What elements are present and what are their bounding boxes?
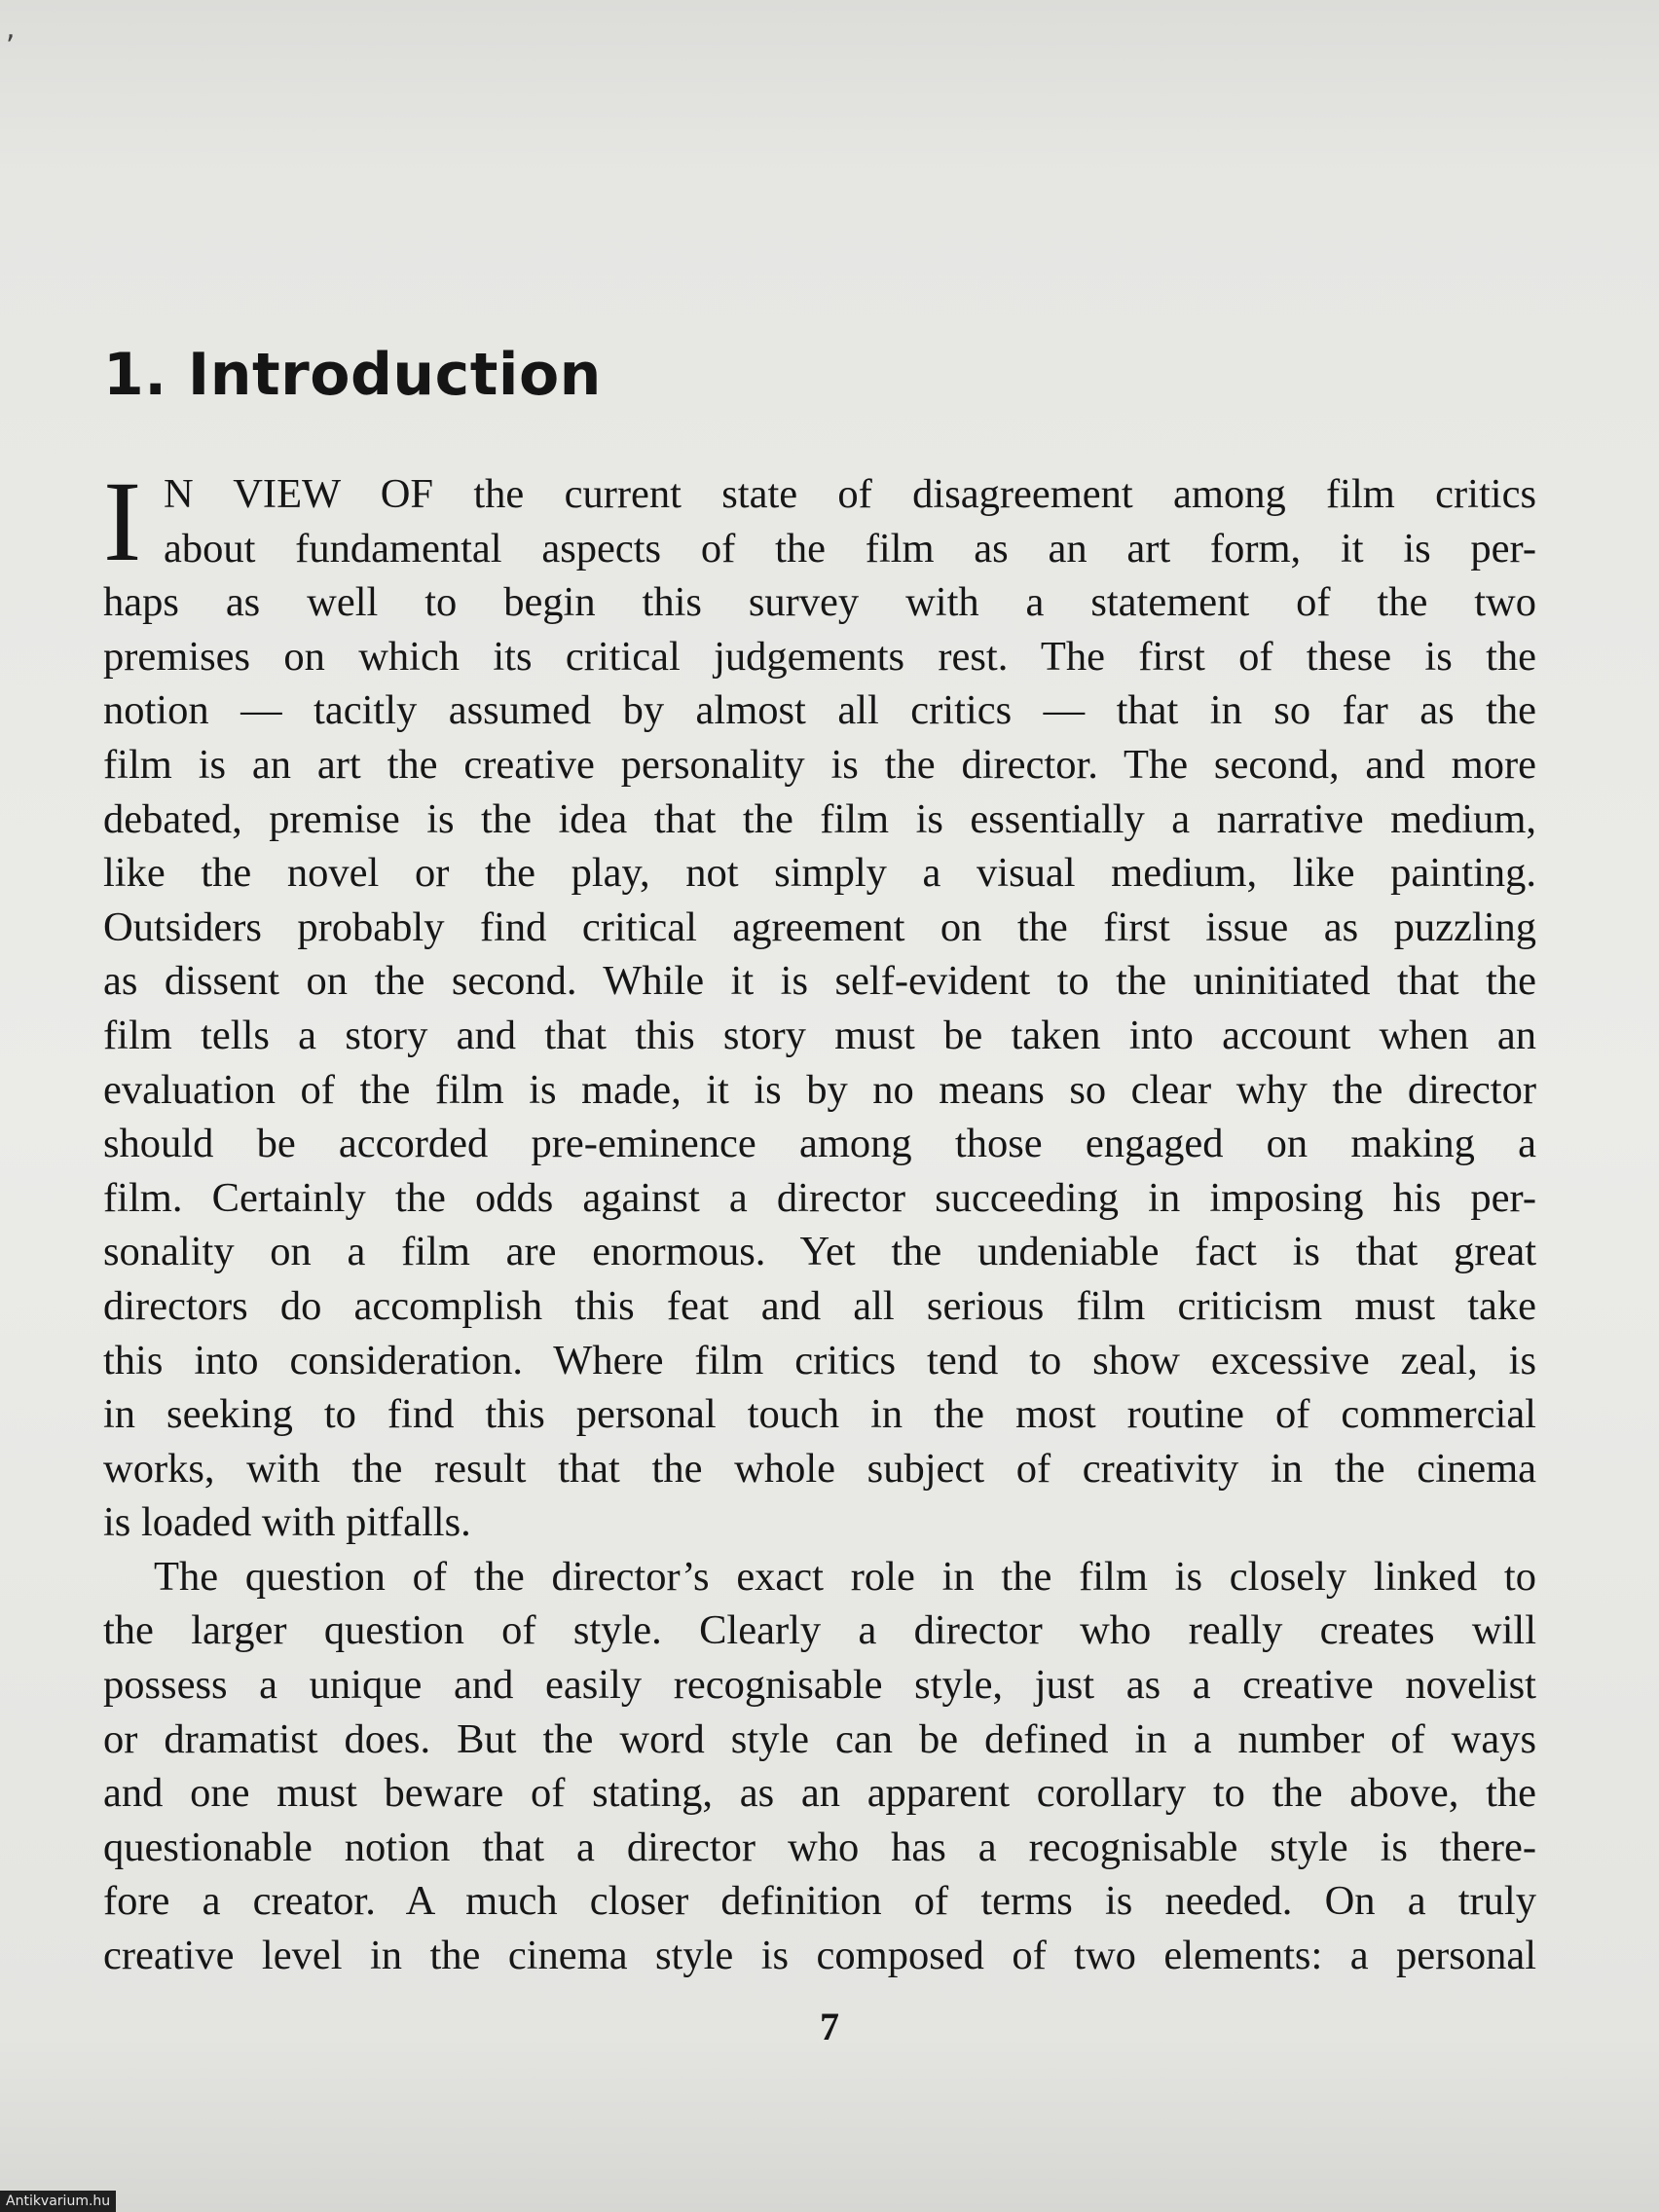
- text-line: should be accorded pre-eminence among those engaged on making a: [103, 1121, 1536, 1167]
- chapter-heading: 1. Introduction: [103, 341, 602, 409]
- text-line: sonality on a film are enormous. Yet the undeniable fact is that great: [103, 1229, 1536, 1275]
- text-line: possess a unique and easily recognisable style, just as a creative novelist: [103, 1662, 1536, 1709]
- text-line: about fundamental aspects of the film as an art form, it is per-: [164, 525, 1536, 571]
- text-line: Outsiders probably find critical agreement on the first issue as puzzling: [103, 903, 1536, 950]
- text-line: notion — tacitly assumed by almost all critics — that in so far as the: [103, 687, 1536, 734]
- page-number: 7: [820, 2005, 839, 2048]
- text-line: this into consideration. Where film critics tend to show excessive zeal, is: [103, 1337, 1536, 1383]
- drop-cap: I: [103, 458, 142, 585]
- text-line: or dramatist does. But the word style can be defined in a number of ways: [103, 1715, 1536, 1762]
- text-line: The question of the director’s exact role in the film is closely linked to: [154, 1553, 1536, 1600]
- text-line: in seeking to find this personal touch in the most routine of commercial: [103, 1391, 1536, 1438]
- text-line: works, with the result that the whole subject of creativity in the cinema: [103, 1445, 1536, 1492]
- text-line: and one must beware of stating, as an apparent corollary to the above, the: [103, 1770, 1536, 1817]
- text-line: as dissent on the second. While it is self-evident to the uninitiated that the: [103, 958, 1536, 1005]
- body-text: [103, 458, 1536, 1983]
- text-line: debated, premise is the idea that the film is essentially a narrative medium,: [103, 795, 1536, 842]
- text-line: the larger question of style. Clearly a director who really creates will: [103, 1607, 1536, 1654]
- text-line: questionable notion that a director who has a recognisable style is there-: [103, 1824, 1536, 1870]
- text-line: directors do accomplish this feat and all serious film criticism must take: [103, 1282, 1536, 1329]
- corner-mark: ,: [6, 12, 16, 46]
- text-line: fore a creator. A much closer definition of terms is needed. On a truly: [103, 1878, 1536, 1925]
- text-line: film tells a story and that this story must be taken into account when an: [103, 1012, 1536, 1058]
- text-line: is loaded with pitfalls.: [103, 1499, 471, 1546]
- watermark: Antikvarium.hu: [0, 2191, 116, 2212]
- text-line: haps as well to begin this survey with a statement of the two: [103, 579, 1536, 626]
- text-line: film is an art the creative personality is the director. The second, and more: [103, 741, 1536, 788]
- text-line: evaluation of the film is made, it is by no means so clear why the director: [103, 1066, 1536, 1113]
- text-line: like the novel or the play, not simply a visual medium, like painting.: [103, 850, 1536, 897]
- paragraph-1: [103, 458, 1536, 1550]
- text-line: film. Certainly the odds against a director succeeding in imposing his per-: [103, 1174, 1536, 1221]
- text-line: premises on which its critical judgements rest. The first of these is the: [103, 633, 1536, 680]
- text-line: N VIEW OF the current state of disagreement among film critics: [164, 471, 1536, 517]
- text-line: creative level in the cinema style is composed of two elements: a personal: [103, 1933, 1536, 1979]
- paragraph-2: [103, 1550, 1536, 1983]
